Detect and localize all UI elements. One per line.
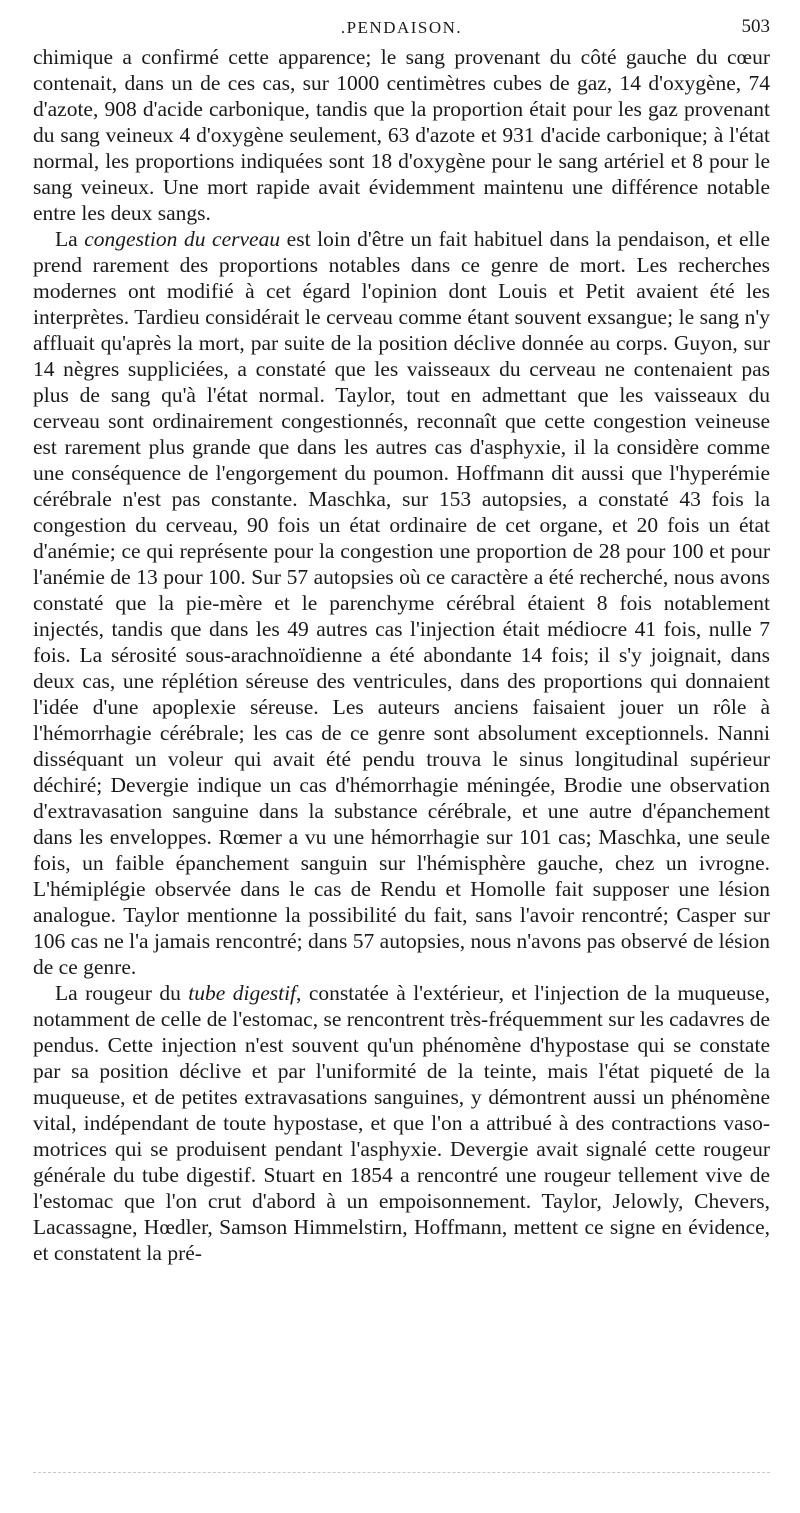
paragraph-text: , constatée à l'extérieur, et l'injection de la muqueuse, notamment de celle de l'estomac, se rencontrent très-fréquemment sur les cadavres de pendus. Cette injection n'est souvent qu'un phénomène d'hypostase qui se constate par sa position déclive et par l'uniformité de la teinte, mais l'état piqueté de la muqueuse, et de petites extravasations sanguines, y démontrent aussi un phénomène vital, indépendant de toute hypostase, et que l'on a attribué à des contractions vaso-motrices qui se produisent pendant l'asphyxie. Devergie avait signalé cette rougeur générale du tube digestif. Stuart en 1854 a rencontré une rougeur tellement vive de l'estomac que l'on crut d'abord à un empoisonnement. Taylor, Jelowly, Chevers, Lacassagne, Hœdler, Samson Himmelstirn, Hoffmann, mettent ce signe en évidence, et constatent la pré- <box>33 981 770 1265</box>
running-title: .PENDAISON. <box>340 18 463 37</box>
paragraph-lead: La rougeur du <box>55 981 189 1005</box>
footer-rule <box>33 1472 770 1473</box>
page-number: 503 <box>741 16 770 37</box>
italic-term: congestion du cerveau <box>84 227 281 251</box>
paragraph-digestive-tube <box>33 980 770 1266</box>
page-header <box>33 0 770 44</box>
paragraph-brain-congestion <box>33 226 770 980</box>
paragraph-lead: La <box>55 227 85 251</box>
body-text <box>33 44 770 1266</box>
italic-term: tube digestif <box>188 981 297 1005</box>
paragraph-continued: chimique a confirmé cette apparence; le sang provenant du côté gauche du cœur contenait, dans un de ces cas, sur 1000 centimètres cubes de gaz, 14 d'oxygène, 74 d'azote, 908 d'acide carbonique, tandis que la proportion était pour les gaz provenant du sang veineux 4 d'oxygène seulement, 63 d'azote et 931 d'acide carbonique; à l'état normal, les proportions indiquées sont 18 d'oxygène pour le sang artériel et 8 pour le sang veineux. Une mort rapide avait évidemment maintenu une différence notable entre les deux sangs. <box>33 45 770 225</box>
paragraph-text: est loin d'être un fait habituel dans la pendaison, et elle prend rarement des proportions notables dans ce genre de mort. Les recherches modernes ont modifié à cet égard l'opinion dont Louis et Petit avaient été les interprètes. Tardieu considérait le cerveau comme étant souvent exsangue; le sang n'y affluait qu'après la mort, par suite de la position déclive donnée au corps. Guyon, sur 14 nègres suppliciées, a constaté que les vaisseaux du cerveau ne contenaient pas plus de sang qu'à l'état normal. Taylor, tout en admettant que les vaisseaux du cerveau sont ordinairement congestionnés, reconnaît que cette congestion veineuse est rarement plus grande que dans les autres cas d'asphyxie, il la considère comme une conséquence de l'engorgement du poumon. Hoffmann dit aussi que l'hyperémie cérébrale n'est pas constante. Maschka, sur 153 autopsies, a constaté 43 fois la congestion du cerveau, 90 fois un état ordinaire de cet organe, et 20 fois un état d'anémie; ce qui représente pour la congestion une proportion de 28 pour 100 et pour l'anémie de 13 pour 100. Sur 57 autopsies où ce caractère a été recherché, nous avons constaté que la pie-mère et le parenchyme cérébral étaient 8 fois notablement injectés, tandis que dans les 49 autres cas l'injection était médiocre 41 fois, nulle 7 fois. La sérosité sous-arachnoïdienne a été abondante 14 fois; il s'y joignait, dans deux cas, une réplétion séreuse des ventricules, dans des proportions qui donnaient l'idée d'une apoplexie séreuse. Les auteurs anciens faisaient jouer un rôle à l'hémorrhagie cérébrale; les cas de ce genre sont absolument exceptionnels. Nanni disséquant un voleur qui avait été pendu trouva le sinus longitudinal supérieur déchiré; Devergie indique un cas d'hémorrhagie méningée, Brodie une observation d'extravasation sanguine dans la substance cérébrale, et une autre d'épanchement dans les enveloppes. Rœmer a vu une hémorrhagie sur 101 cas; Maschka, une seule fois, un faible épanchement sanguin sur l'hémisphère gauche, chez un ivrogne. L'hémiplégie observée dans le cas de Rendu et Homolle fait supposer une lésion analogue. Taylor mentionne la possibilité du fait, sans l'avoir rencontré; Casper sur 106 cas ne l'a jamais rencontré; dans 57 autopsies, nous n'avons pas observé de lésion de ce genre. <box>33 227 770 979</box>
